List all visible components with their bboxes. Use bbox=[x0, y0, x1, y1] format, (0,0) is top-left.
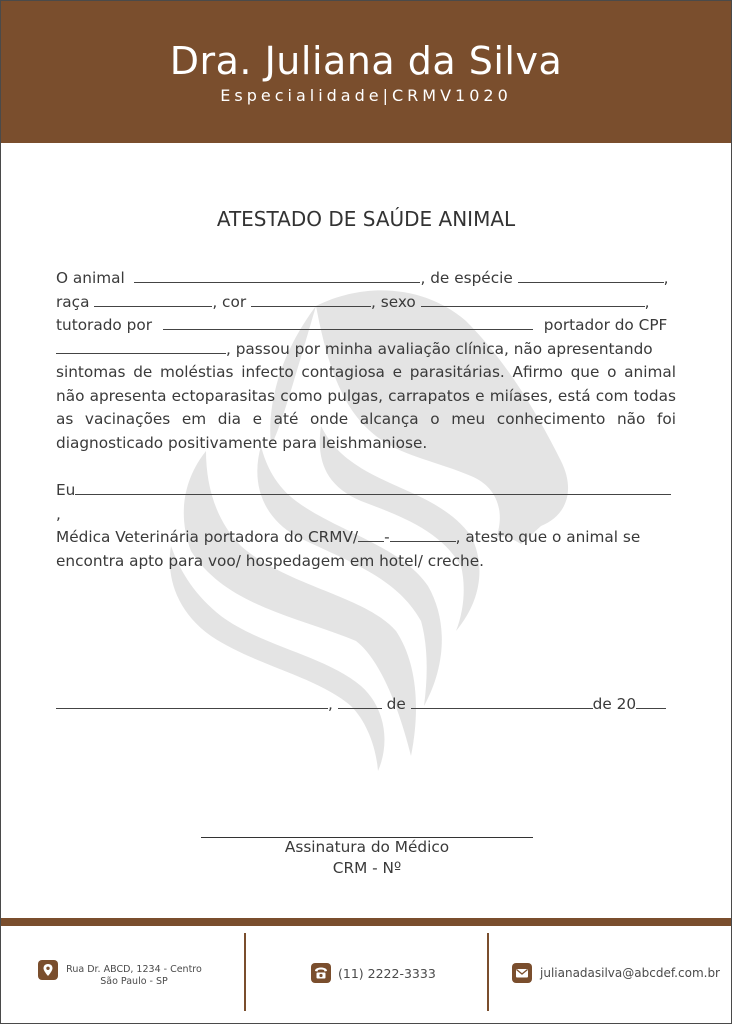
field-animal-name[interactable] bbox=[134, 269, 420, 283]
field-sex[interactable] bbox=[421, 293, 645, 307]
label-animal: O animal bbox=[56, 269, 125, 287]
field-crmv-state[interactable] bbox=[358, 528, 384, 542]
footer-email[interactable]: julianadasilva@abcdef.com.br bbox=[540, 966, 720, 980]
field-vet-name[interactable] bbox=[75, 481, 671, 495]
field-crmv-number[interactable] bbox=[390, 528, 456, 542]
doctor-name: Dra. Juliana da Silva bbox=[169, 39, 563, 83]
field-breed[interactable] bbox=[94, 293, 212, 307]
signature-block bbox=[201, 837, 533, 879]
crm-label: CRM - Nº bbox=[332, 859, 402, 877]
footer-separator bbox=[244, 933, 246, 1011]
field-day[interactable] bbox=[338, 695, 382, 709]
field-tutor[interactable] bbox=[163, 316, 533, 330]
phone-icon bbox=[311, 963, 331, 983]
field-year[interactable] bbox=[636, 695, 666, 709]
footer-phone[interactable]: (11) 2222-3333 bbox=[338, 966, 436, 981]
footer-divider bbox=[1, 918, 731, 926]
footer-separator bbox=[487, 933, 489, 1011]
field-color[interactable] bbox=[251, 293, 371, 307]
field-cpf[interactable] bbox=[56, 340, 226, 354]
fitness-statement-paragraph: Eu, Médica Veterinária portadora do CRMV/ - , atesto que o animal se encontra apto para voo/ hospedagem em hotel/ creche. bbox=[56, 479, 676, 573]
signature-label: Assinatura do Médico bbox=[284, 838, 450, 856]
email-icon bbox=[512, 963, 532, 983]
footer-address: Rua Dr. ABCD, 1234 - Centro São Paulo - SP bbox=[66, 964, 202, 987]
location-pin-icon bbox=[38, 960, 58, 980]
date-line: , de de 20 bbox=[56, 695, 676, 713]
field-species[interactable] bbox=[518, 269, 664, 283]
health-statement-text: sintomas de moléstias infecto contagiosa e parasitárias. Afirmo que o animal não apresenta ectoparasitas como pulgas, carrapatos e miíases, está com todas as vacinações em dia e até onde alcança o meu conhecimento não foi diagnosticado positivamente para leishmaniose. bbox=[56, 363, 676, 452]
document-title: ATESTADO DE SAÚDE ANIMAL bbox=[216, 207, 516, 231]
doctor-specialty: Especialidade|CRMV1020 bbox=[220, 86, 512, 105]
field-city[interactable] bbox=[56, 695, 328, 709]
field-month[interactable] bbox=[411, 695, 593, 709]
health-statement-paragraph: O animal , de espécie , raça , cor , sexo , tutorado por portador do CPF , passou por minha avaliação clínica, não apresentando sintomas de moléstias infecto contagiosa e parasitárias. Afirmo que o animal não apresenta ectoparasitas como pulgas, carrapatos e miíases, está com todas as vacinações em dia e até onde alcança o meu conhecimento não foi diagnosticado positivamente para leishmaniose. bbox=[56, 267, 676, 455]
letterhead bbox=[1, 1, 731, 143]
